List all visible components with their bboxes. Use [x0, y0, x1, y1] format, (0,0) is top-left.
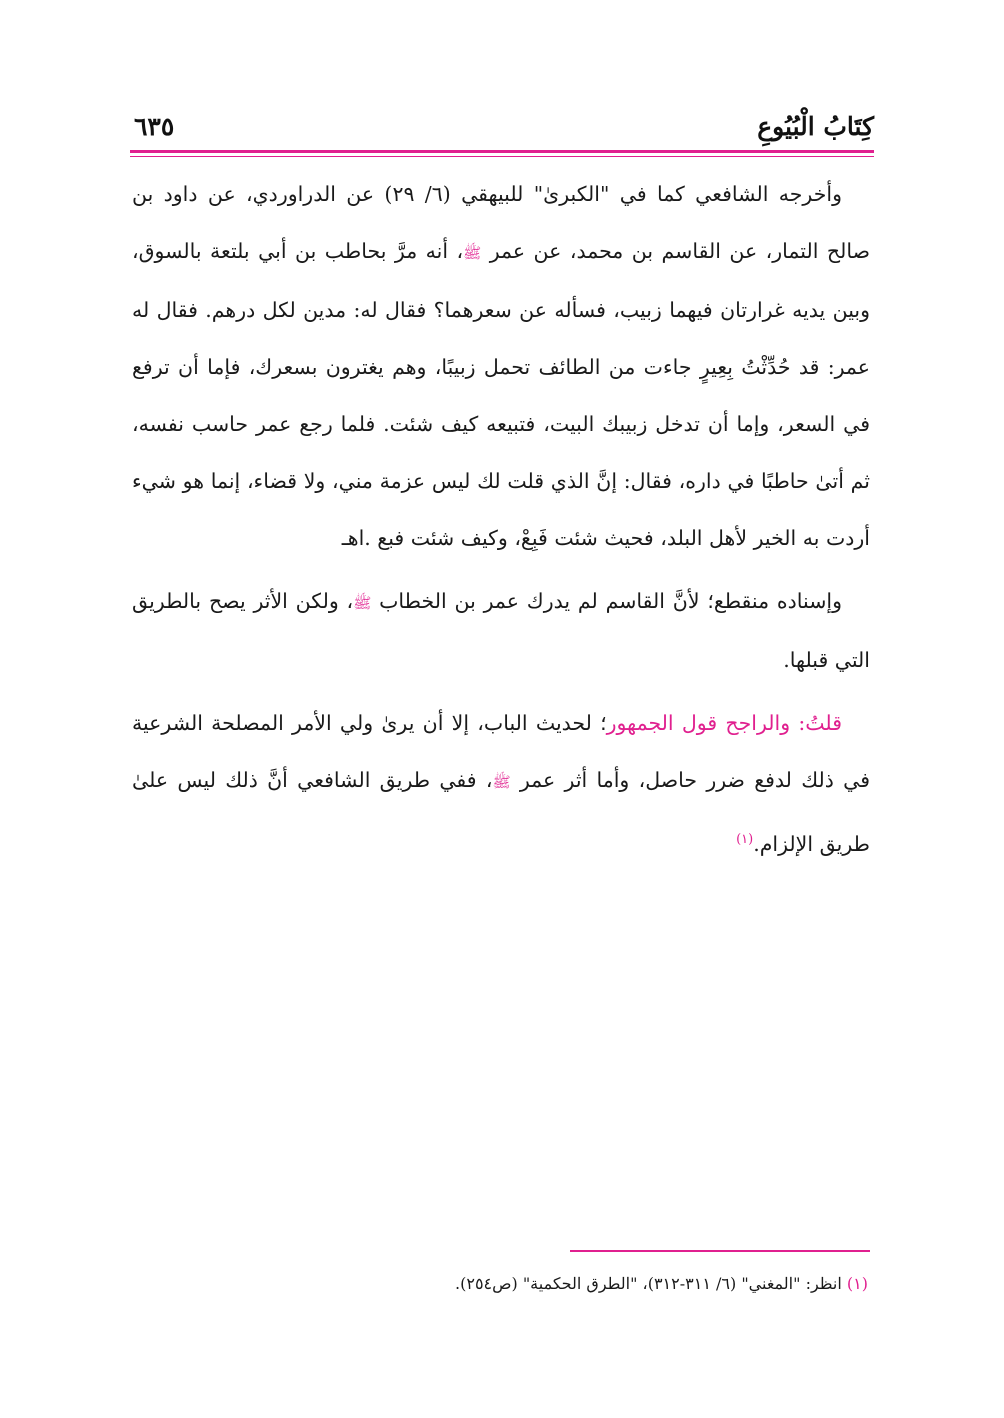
- header-rule-thick: [130, 150, 874, 153]
- book-title: كِتَابُ الْبُيُوعِ: [757, 112, 874, 141]
- text-segment: وأخرجه الشافعي كما في "الكبرىٰ" للبيهقي (٦/ ٢٩) عن الدراوردي، عن داود بن صالح التمار، عن القاسم بن محمد، عن عمر: [132, 182, 870, 263]
- header-rule-thin: [130, 156, 874, 157]
- highlighted-opinion: قلتُ: والراجح قول الجمهور: [606, 711, 842, 735]
- page-header: [130, 108, 874, 148]
- honorific-glyph: ﷺ: [492, 773, 511, 791]
- honorific-glyph: ﷺ: [463, 244, 482, 262]
- paragraph-2: [132, 573, 870, 689]
- body-text: [132, 166, 870, 873]
- text-segment: ، ولكن الأثر يصح بالطريق التي قبلها.: [132, 589, 870, 672]
- text-segment: ، أنه مرَّ بحاطب بن أبي بلتعة بالسوق، وبين يديه غرارتان فيهما زبيب، فسأله عن سعرهما؟ فقال له: مدين لكل درهم. فقال له عمر: قد حُدِّثْتُ بِعِيرٍ جاءت من الطائف تحمل زبيبًا، وهم يغترون بسعرك، فإما أن ترفع في السعر، وإما أن تدخل زبيبك البيت، فتبيعه كيف شئت. فلما رجع عمر حاسب نفسه، ثم أتىٰ حاطبًا في داره، فقال: إنَّ الذي قلت لك ليس عزمة مني، ولا قضاء، إنما هو شيء أردت به الخير لأهل البلد، فحيث شئت فَبِعْ، وكيف شئت فبع .اهـ: [132, 239, 870, 550]
- honorific-glyph: ﷺ: [353, 594, 372, 612]
- footnote-text: انظر: "المغني" (٦/ ٣١١-٣١٢)، "الطرق الحكمية" (ص٢٥٤).: [455, 1274, 842, 1293]
- footnote-separator: [570, 1250, 870, 1252]
- paragraph-3: [132, 695, 870, 873]
- text-segment: وإسناده منقطع؛ لأنَّ القاسم لم يدرك عمر بن الخطاب: [371, 589, 842, 613]
- paragraph-1: [132, 166, 870, 567]
- page-number: ٦٣٥: [134, 112, 175, 141]
- text-segment: ، ففي طريق الشافعي أنَّ ذلك ليس علىٰ طريق الإلزام.: [132, 768, 870, 856]
- footnote-reference[interactable]: (١): [736, 832, 754, 847]
- footnote-number: (١): [846, 1274, 868, 1293]
- footnote: [200, 1272, 868, 1296]
- text-segment: ؛ لحديث الباب، إلا أن يرىٰ ولي الأمر المصلحة الشرعية في ذلك لدفع ضرر حاصل، وأما أثر عمر: [132, 711, 870, 792]
